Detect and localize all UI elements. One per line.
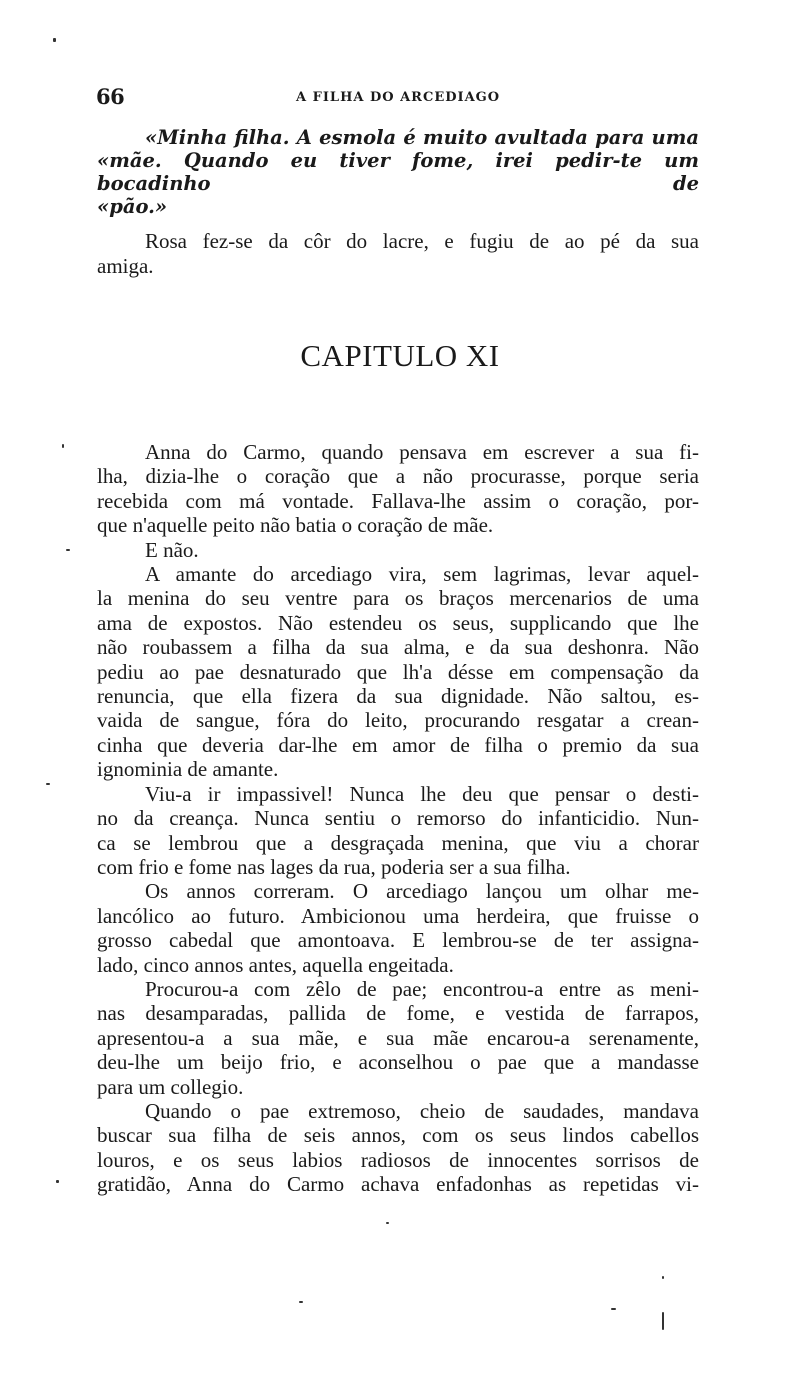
body-line: vaida de sangue, fóra do leito, procurando resgatar a crean- (97, 708, 699, 733)
body-line: E não. (145, 537, 199, 562)
body-line: para um collegio. (97, 1074, 244, 1099)
body-line: nas desamparadas, pallida de fome, e vestida de farrapos, (97, 1001, 699, 1026)
paragraph-line: amiga. (97, 254, 154, 278)
scan-speck (662, 1276, 664, 1279)
body-line: Procurou-a com zêlo de pae; encontrou-a entre as meni- (145, 976, 699, 1001)
body-line: renuncia, que ella fizera da sua dignidade. Não saltou, es- (97, 684, 699, 709)
rosa-paragraph (97, 229, 699, 279)
body-line: grosso cabedal que amontoava. E lembrou-se de ter assigna- (97, 928, 699, 953)
scan-speck (386, 1222, 389, 1224)
body-line: ignominia de amante. (97, 757, 279, 782)
letter-line: «pão.» (97, 195, 168, 218)
paragraph-line: Rosa fez-se da côr do lacre, e fugiu de ao pé da sua (145, 229, 699, 253)
body-line: lha, dizia-lhe o coração que a não procurasse, porque seria (97, 464, 699, 489)
body-line: não roubassem a filha da sua alma, e da sua deshonra. Não (97, 635, 699, 660)
scan-speck (611, 1308, 616, 1310)
letter-line: «mãe. Quando eu tiver fome, irei pedir-te um bocadinho de (97, 149, 699, 195)
letter-line: «Minha filha. A esmola é muito avultada para uma (145, 126, 699, 149)
scan-speck (62, 444, 64, 448)
body-line: Os annos correram. O arcediago lançou um olhar me- (145, 879, 699, 904)
body-line: Anna do Carmo, quando pensava em escrever a sua fi- (145, 440, 699, 464)
body-line: louros, e os seus labios radiosos de innocentes sorrisos de (97, 1147, 699, 1172)
chapter-body (97, 440, 699, 1197)
body-line: cinha que deveria dar-lhe em amor de filha o premio da sua (97, 732, 699, 757)
scan-speck (299, 1301, 303, 1303)
body-line: ca se lembrou que a desgraçada menina, que viu a chorar (97, 830, 699, 855)
scan-speck (662, 1312, 664, 1330)
body-line: deu-lhe um beijo frio, e aconselhou o pae que a mandasse (97, 1050, 699, 1075)
body-line: la menina do seu ventre para os braços mercenarios de uma (97, 586, 699, 611)
body-line: Viu-a ir impassivel! Nunca lhe deu que pensar o desti- (145, 781, 699, 806)
body-line: Quando o pae extremoso, cheio de saudades, mandava (145, 1098, 699, 1123)
body-line: gratidão, Anna do Carmo achava enfadonhas as repetidas vi- (97, 1172, 699, 1197)
chapter-title: CAPITULO XI (300, 338, 500, 373)
scan-speck (66, 549, 70, 551)
body-line: que n'aquelle peito não batia o coração de mãe. (97, 513, 494, 538)
body-line: com frio e fome nas lages da rua, poderia ser a sua filha. (97, 854, 571, 879)
body-line: no da creança. Nunca sentiu o remorso do infanticidio. Nun- (97, 806, 699, 831)
body-line: lado, cinco annos antes, aquella engeitada. (97, 952, 454, 977)
body-line: recebida com má vontade. Fallava-lhe assim o coração, por- (97, 488, 699, 513)
body-line: pediu ao pae desnaturado que lh'a désse em compensação da (97, 659, 699, 684)
body-line: buscar sua filha de seis annos, com os seus lindos cabellos (97, 1123, 699, 1148)
scan-speck (46, 783, 50, 785)
page-number: 66 (96, 84, 125, 109)
running-title: A FILHA DO ARCEDIAGO (296, 90, 501, 105)
letter-quote (97, 126, 699, 218)
page-header (96, 84, 698, 112)
body-line: lancólico ao futuro. Ambicionou uma herdeira, que fruisse o (97, 903, 699, 928)
scan-speck (56, 1180, 59, 1183)
body-line: A amante do arcediago vira, sem lagrimas, levar aquel- (145, 562, 699, 587)
scan-speck (53, 38, 56, 42)
body-line: apresentou-a a sua mãe, e sua mãe encarou-a serenamente, (97, 1025, 699, 1050)
body-line: ama de expostos. Não estendeu os seus, supplicando que lhe (97, 610, 699, 635)
